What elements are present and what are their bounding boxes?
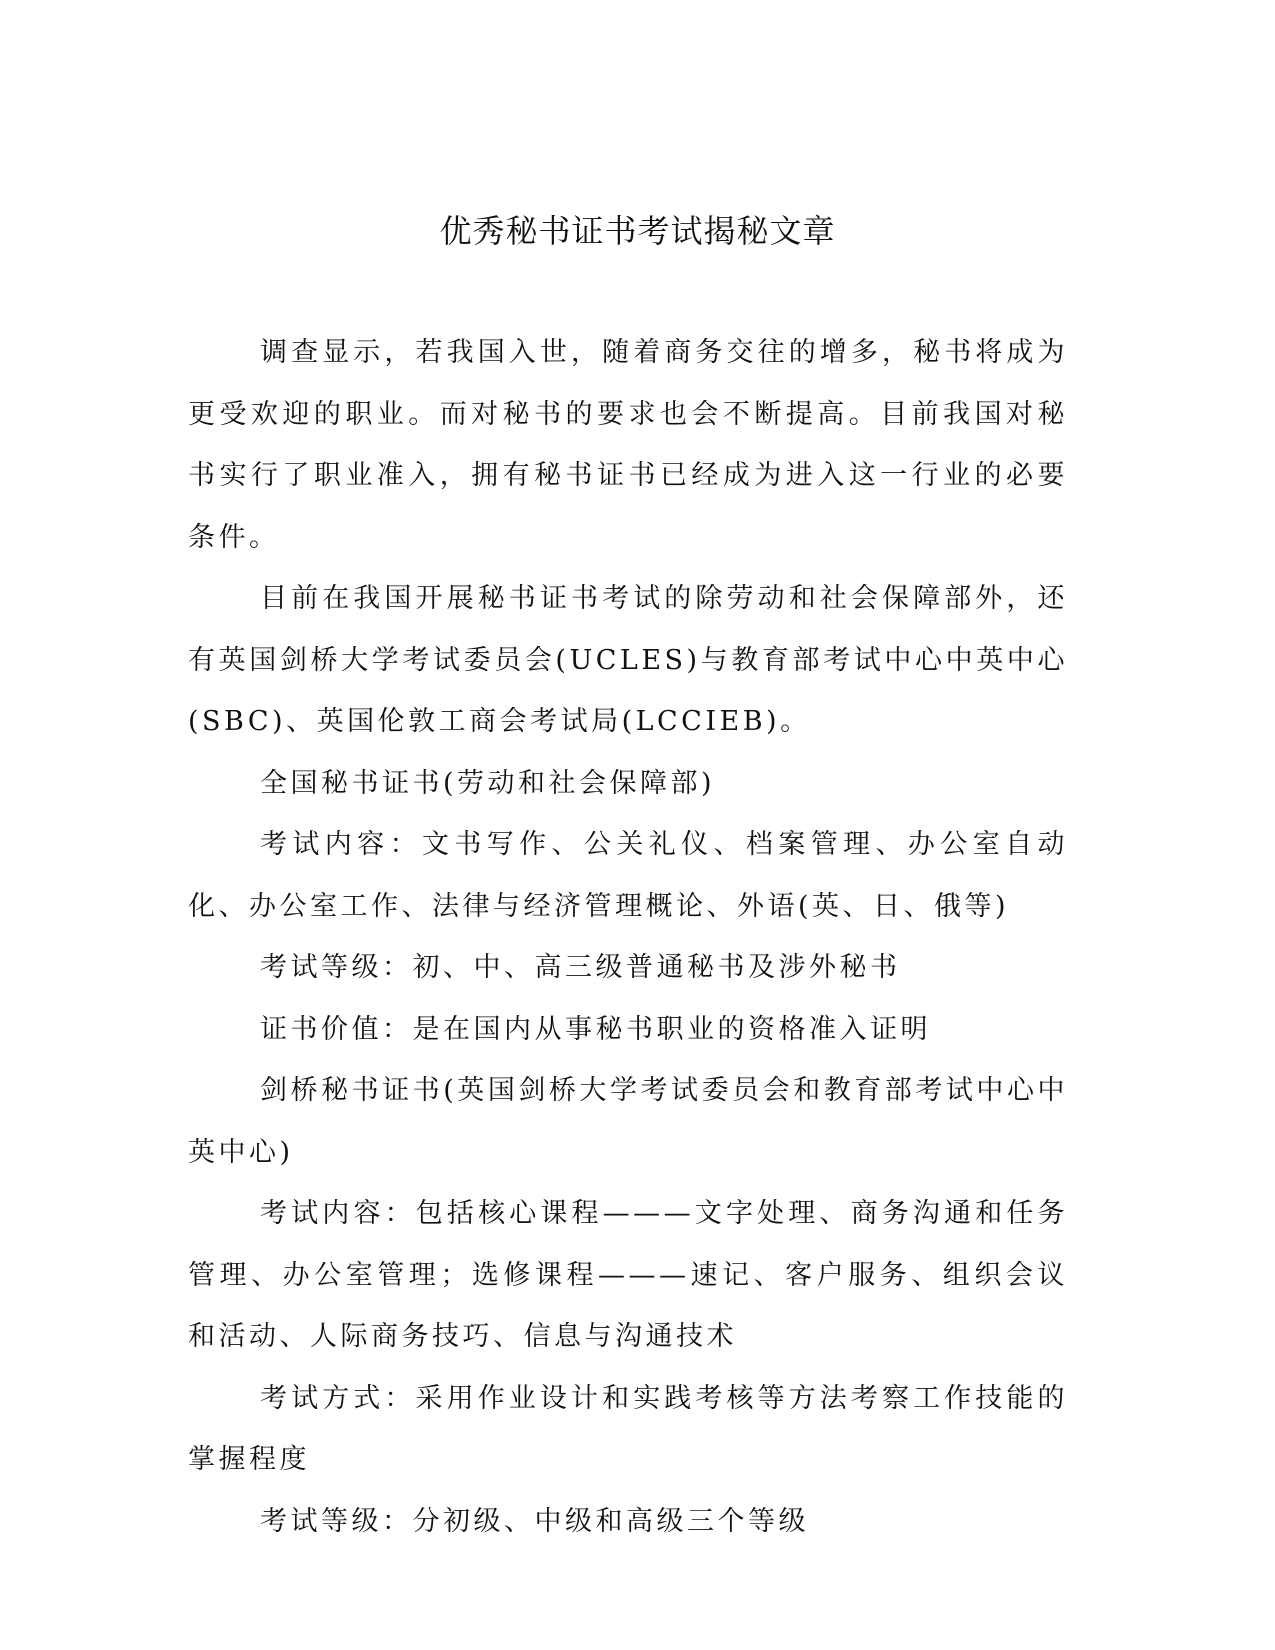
paragraph-intro: 调查显示，若我国入世，随着商务交往的增多，秘书将成为更受欢迎的职业。而对秘书的要求也会不断提高。目前我国对秘书实行了职业准入，拥有秘书证书已经成为进入这一行业的必要条件。 (188, 337, 1068, 553)
paragraph-cambridge-exam-method: 考试方式：采用作业设计和实践考核等方法考察工作技能的掌握程度 (188, 1382, 1068, 1475)
paragraph-national-cert-value: 证书价值：是在国内从事秘书职业的资格准入证明 (260, 1013, 931, 1045)
paragraph-national-exam-levels: 考试等级：初、中、高三级普通秘书及涉外秘书 (260, 952, 901, 983)
paragraph-cambridge-exam-levels: 考试等级：分初级、中级和高级三个等级 (260, 1505, 809, 1537)
paragraph-national-exam-content: 考试内容：文书写作、公关礼仪、档案管理、办公室自动化、办公室工作、法律与经济管理概论、外语(英、日、俄等) (188, 829, 1068, 922)
paragraph-cambridge-exam-content: 考试内容：包括核心课程———文字处理、商务沟通和任务管理、办公室管理；选修课程———速记、客户服务、组织会议和活动、人际商务技巧、信息与沟通技术 (188, 1198, 1068, 1352)
document-body (188, 322, 1068, 1552)
document-title: 优秀秘书证书考试揭秘文章 (439, 212, 836, 250)
paragraph-national-cert-heading: 全国秘书证书(劳动和社会保障部) (260, 767, 716, 799)
paragraph-cambridge-cert-heading: 剑桥秘书证书(英国剑桥大学考试委员会和教育部考试中心中英中心) (188, 1075, 1068, 1168)
paragraph-exam-bodies: 目前在我国开展秘书证书考试的除劳动和社会保障部外，还有英国剑桥大学考试委员会(UCLES)与教育部考试中心中英中心(SBC)、英国伦敦工商会考试局(LCCIEB)。 (188, 583, 1068, 737)
